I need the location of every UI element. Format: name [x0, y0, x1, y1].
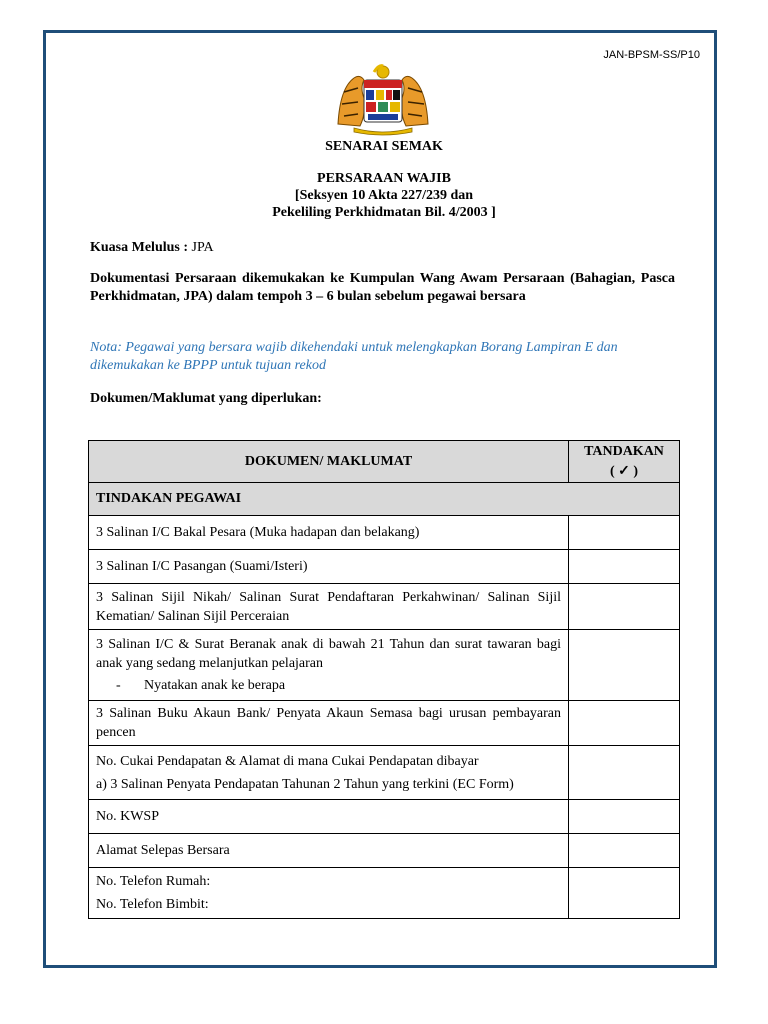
- coat-of-arms-icon: [330, 58, 436, 138]
- checkbox-cell[interactable]: [569, 630, 680, 701]
- mark-header-label: TANDAKAN: [584, 444, 664, 459]
- row-text: 3 Salinan Buku Akaun Bank/ Penyata Akaun Semasa bagi urusan pembayaran pencen: [89, 701, 569, 746]
- table-row: [89, 834, 680, 868]
- document-title: SENARAI SEMAK: [325, 139, 443, 154]
- row-subtext: No. Telefon Bimbit:: [96, 897, 209, 912]
- required-heading: Dokumen/Maklumat yang diperlukan:: [90, 391, 322, 406]
- subtitle-line: PERSARAAN WAJIB: [317, 171, 451, 186]
- checkbox-cell[interactable]: [569, 701, 680, 746]
- table-row: [89, 701, 680, 746]
- table-row: [89, 550, 680, 584]
- documentation-paragraph: Dokumentasi Persaraan dikemukakan ke Kumpulan Wang Awam Persaraan (Bahagian, Pasca Perkhidmatan, JPA) dalam tempoh 3 – 6 bulan sebelum pegawai bersara: [90, 271, 675, 304]
- checkbox-cell[interactable]: [569, 800, 680, 834]
- row-cell: [89, 868, 569, 919]
- checkbox-cell[interactable]: [569, 868, 680, 919]
- approving-authority: [90, 239, 675, 257]
- row-text: Alamat Selepas Bersara: [89, 834, 569, 868]
- bullet-dash: -: [116, 678, 121, 693]
- document-code: JAN-BPSM-SS/P10: [603, 49, 700, 61]
- row-text: No. Cukai Pendapatan & Alamat di mana Cukai Pendapatan dibayar: [96, 753, 479, 769]
- column-header-document: DOKUMEN/ MAKLUMAT: [89, 441, 569, 483]
- row-subtext: a) 3 Salinan Penyata Pendapatan Tahunan 2 Tahun yang terkini (EC Form): [96, 776, 514, 792]
- row-text: 3 Salinan I/C & Surat Beranak anak di bawah 21 Tahun dan surat tawaran bagi anak yang sedang melanjutkan pelajaran: [96, 637, 561, 671]
- row-text: 3 Salinan I/C Pasangan (Suami/Isteri): [89, 550, 569, 584]
- table-row: [89, 630, 680, 701]
- approving-authority-label: Kuasa Melulus :: [90, 240, 189, 255]
- row-text: No. KWSP: [89, 800, 569, 834]
- checkbox-cell[interactable]: [569, 746, 680, 800]
- section-row: [89, 483, 680, 516]
- table-header-row: [89, 441, 680, 483]
- row-cell: [89, 746, 569, 800]
- table-row: [89, 584, 680, 630]
- subtitle-line: [Seksyen 10 Akta 227/239 dan: [294, 188, 474, 203]
- table-row: [89, 746, 680, 800]
- subtitle-line: Pekeliling Perkhidmatan Bil. 4/2003 ]: [272, 205, 496, 220]
- bullet-text: Nyatakan anak ke berapa: [144, 678, 286, 693]
- row-text: No. Telefon Rumah:: [96, 874, 211, 889]
- note-paragraph: Nota: Pegawai yang bersara wajib dikehendaki untuk melengkapkan Borang Lampiran E dan dikemukakan ke BPPP untuk tujuan rekod: [90, 340, 618, 373]
- column-header-mark: [569, 441, 680, 483]
- checkbox-cell[interactable]: [569, 584, 680, 630]
- table-row: [89, 800, 680, 834]
- checkbox-cell[interactable]: [569, 516, 680, 550]
- section-title: TINDAKAN PEGAWAI: [89, 483, 680, 516]
- row-text: 3 Salinan I/C Bakal Pesara (Muka hadapan dan belakang): [89, 516, 569, 550]
- row-bullet: [96, 676, 561, 695]
- table-row: [89, 868, 680, 919]
- checkbox-cell[interactable]: [569, 834, 680, 868]
- checkbox-cell[interactable]: [569, 550, 680, 584]
- checklist-table: [88, 440, 680, 919]
- row-cell: [89, 630, 569, 701]
- row-text: 3 Salinan Sijil Nikah/ Salinan Surat Pendaftaran Perkahwinan/ Salinan Sijil Kematian/ Salinan Sijil Perceraian: [89, 584, 569, 630]
- document-subtitle: [0, 170, 768, 221]
- approving-authority-value: JPA: [191, 240, 214, 255]
- table-row: [89, 516, 680, 550]
- mark-header-check: ( ✓ ): [609, 464, 639, 479]
